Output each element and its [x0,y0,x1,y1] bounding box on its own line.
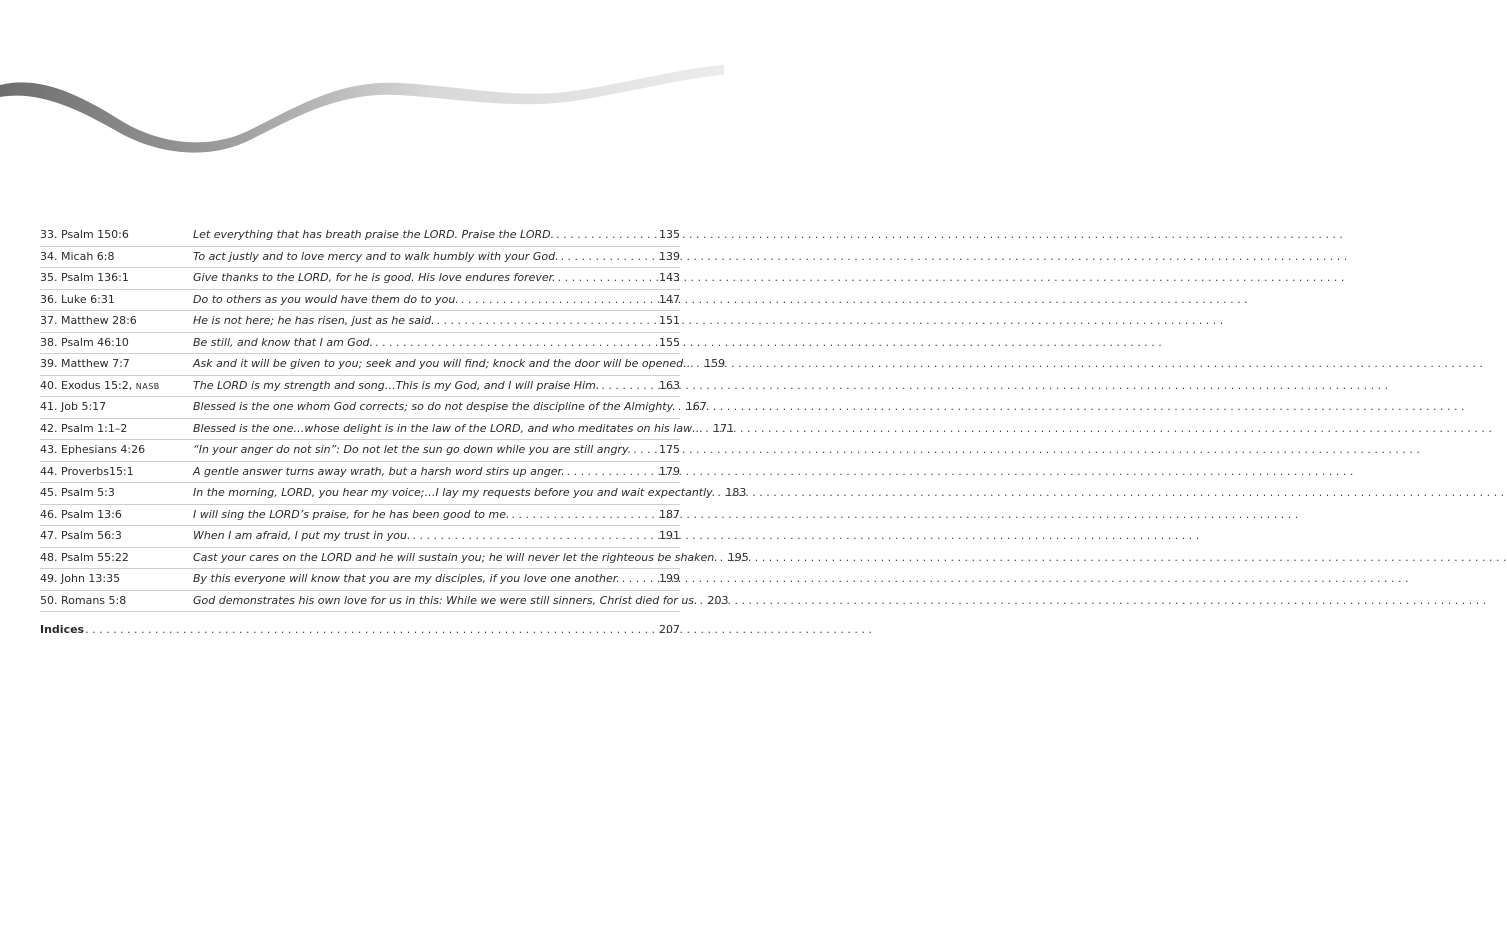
toc-entry[interactable] [40,483,747,505]
page-number: 195 [727,550,749,564]
entry-number: 43. [40,443,58,456]
indices-label: Indices [40,623,85,636]
leader-dots [512,505,658,525]
toc-entry[interactable] [40,569,680,591]
verse-text: To act justly and to love mercy and to walk humbly with your God. [193,249,559,263]
entry-number: 49. [40,572,58,585]
entry-number: 33. [40,228,58,241]
verse-line [193,397,707,417]
leader-dots [556,225,657,245]
scripture-reference [40,333,190,353]
scripture-reference [40,247,190,267]
scripture-reference [40,526,190,546]
reference-text: Ephesians 4:26 [61,443,146,456]
page-number: 155 [659,335,680,349]
reference-text: Psalm 1:1–2 [61,421,128,435]
page-number: 171 [713,421,735,435]
verse-line [193,311,680,331]
verse-line [193,591,729,611]
table-of-contents [40,225,749,640]
toc-entry[interactable] [40,440,680,462]
reference-text: Romans 5:8 [61,593,127,607]
toc-entry[interactable] [40,462,680,484]
scripture-reference [40,419,190,439]
translation-abbrev: NASB [135,381,160,391]
reference-text: Luke 6:31 [61,292,115,306]
leader-dots [622,569,657,589]
entry-number: 35. [40,271,58,284]
entry-number: 40. [40,378,58,392]
toc-entry[interactable] [40,225,680,247]
verse-line [193,462,680,482]
verse-text: Be still, and know that I am God. [193,335,374,349]
toc-entry[interactable] [40,247,680,269]
verse-text: The LORD is my strength and song…This is my God, and I will praise Him. [193,378,600,392]
verse-line [193,376,680,396]
page-number: 139 [659,249,680,263]
verse-text: Ask and it will be given to you; seek and you will find; knock and the door will be opened… [193,357,695,370]
verse-text: Let everything that has breath praise the LORD. Praise the LORD. [193,228,555,241]
leader-dots [413,526,658,546]
leader-dots [633,440,657,460]
entry-number: 37. [40,314,58,327]
verse-line [193,333,680,353]
page-number: 151 [659,314,680,327]
reference-text: Psalm 56:3 [61,529,122,542]
verse-line [193,548,749,568]
scripture-reference [40,569,190,589]
reference-text: Job 5:17 [61,400,107,413]
leader-dots [720,548,726,568]
entry-number: 38. [40,335,58,349]
page-number: 175 [659,443,680,456]
verse-text: God demonstrates his own love for us in this: While we were still sinners, Christ died for us. [193,593,698,607]
toc-entry[interactable] [40,591,729,613]
reference-text: Psalm 46:10 [61,335,129,349]
verse-text: Blessed is the one whom God corrects; so do not despise the discipline of the Almighty. [193,400,676,413]
toc-entry[interactable] [40,290,680,312]
leader-dots [561,247,657,267]
verse-line [193,354,726,374]
leader-dots [700,591,706,611]
leader-dots [705,419,711,439]
page-number: 143 [659,271,680,284]
leader-dots [678,397,684,417]
reference-text: Psalm 136:1 [61,271,129,284]
leader-dots [558,268,657,288]
verse-text: In the morning, LORD, you hear my voice;…I lay my requests before you and wait expectantly. [193,486,716,499]
scripture-reference [40,354,190,374]
verse-text: I will sing the LORD’s praise, for he has been good to me. [193,507,510,521]
entry-number: 46. [40,507,58,521]
entry-number: 41. [40,400,58,413]
verse-line [193,505,680,525]
page-number: 187 [659,507,680,521]
reference-text: Matthew 7:7 [61,357,130,370]
verse-text: When I am afraid, I put my trust in you. [193,529,411,542]
verse-line [193,569,680,589]
leader-dots [601,376,657,396]
reference-text: Matthew 28:6 [61,314,137,327]
reference-text: Exodus 15:2, [61,378,133,392]
page-number: 147 [659,292,680,306]
entry-number: 44. [40,464,58,478]
leader-dots [85,620,658,640]
verse-text: Give thanks to the LORD, for he is good. His love endures forever. [193,271,556,284]
scripture-reference [40,225,190,245]
reference-text: Psalm 13:6 [61,507,122,521]
toc-entry[interactable] [40,548,749,570]
page-number: 199 [659,572,680,585]
toc-entry[interactable] [40,354,726,376]
scripture-reference [40,268,190,288]
toc-entry[interactable] [40,376,680,398]
toc-entry[interactable] [40,526,680,548]
leader-dots [696,354,702,374]
scripture-reference [40,311,190,331]
leader-dots [437,311,657,331]
verse-text: Blessed is the one…whose delight is in the law of the LORD, and who meditates on his law… [193,421,704,435]
page-number: 135 [659,228,680,241]
page-number: 191 [659,529,680,542]
leader-dots [567,462,657,482]
leader-dots [461,290,657,310]
verse-line [193,526,680,546]
verse-text: “In your anger do not sin”: Do not let the sun go down while you are still angry. [193,443,632,456]
indices-page-number: 207 [659,623,680,636]
verse-line [193,268,680,288]
scripture-reference [40,440,190,460]
toc-entry[interactable] [40,419,735,441]
toc-entry[interactable] [40,268,680,290]
page-number: 183 [725,486,747,499]
verse-line [193,483,747,503]
toc-entry[interactable] [40,505,680,527]
reference-text: Psalm 55:22 [61,550,129,564]
decorative-wave-banner [0,55,724,165]
toc-entry[interactable] [40,397,707,419]
verse-line [193,290,680,310]
verse-line [193,440,680,460]
scripture-reference [40,591,190,611]
page-number: 179 [659,464,680,478]
page-number: 159 [704,357,726,370]
verse-line [193,419,735,439]
page-number: 167 [685,400,707,413]
toc-entry[interactable] [40,333,680,355]
reference-text: Psalm 5:3 [61,486,115,499]
verse-text: A gentle answer turns away wrath, but a harsh word stirs up anger. [193,464,565,478]
verse-text: Do to others as you would have them do to you. [193,292,459,306]
entry-number: 47. [40,529,58,542]
verse-text: He is not here; he has risen, just as he said. [193,314,435,327]
entry-number: 45. [40,486,58,499]
entry-number: 48. [40,550,58,564]
scripture-reference [40,397,190,417]
leader-dots [717,483,723,503]
verse-line [193,247,680,267]
reference-text: John 13:35 [61,572,121,585]
page-number: 163 [659,378,680,392]
entry-number: 34. [40,249,58,263]
verse-text: Cast your cares on the LORD and he will sustain you; he will never let the righteous be shaken. [193,550,718,564]
entry-number: 42. [40,421,58,435]
leader-dots [375,333,657,353]
page-number: 203 [707,593,729,607]
entry-number: 36. [40,292,58,306]
scripture-reference [40,548,190,568]
reference-text: Proverbs15:1 [61,464,134,478]
scripture-reference [40,462,190,482]
toc-entry[interactable] [40,311,680,333]
verse-line [193,225,680,245]
scripture-reference [40,483,190,503]
scripture-reference [40,505,190,525]
toc-entries [40,225,749,612]
scripture-reference [40,290,190,310]
reference-text: Micah 6:8 [61,249,115,263]
reference-text: Psalm 150:6 [61,228,129,241]
toc-indices-row[interactable] [40,620,680,640]
entry-number: 50. [40,593,58,607]
entry-number: 39. [40,357,58,370]
verse-text: By this everyone will know that you are my disciples, if you love one another. [193,572,620,585]
scripture-reference [40,376,190,397]
